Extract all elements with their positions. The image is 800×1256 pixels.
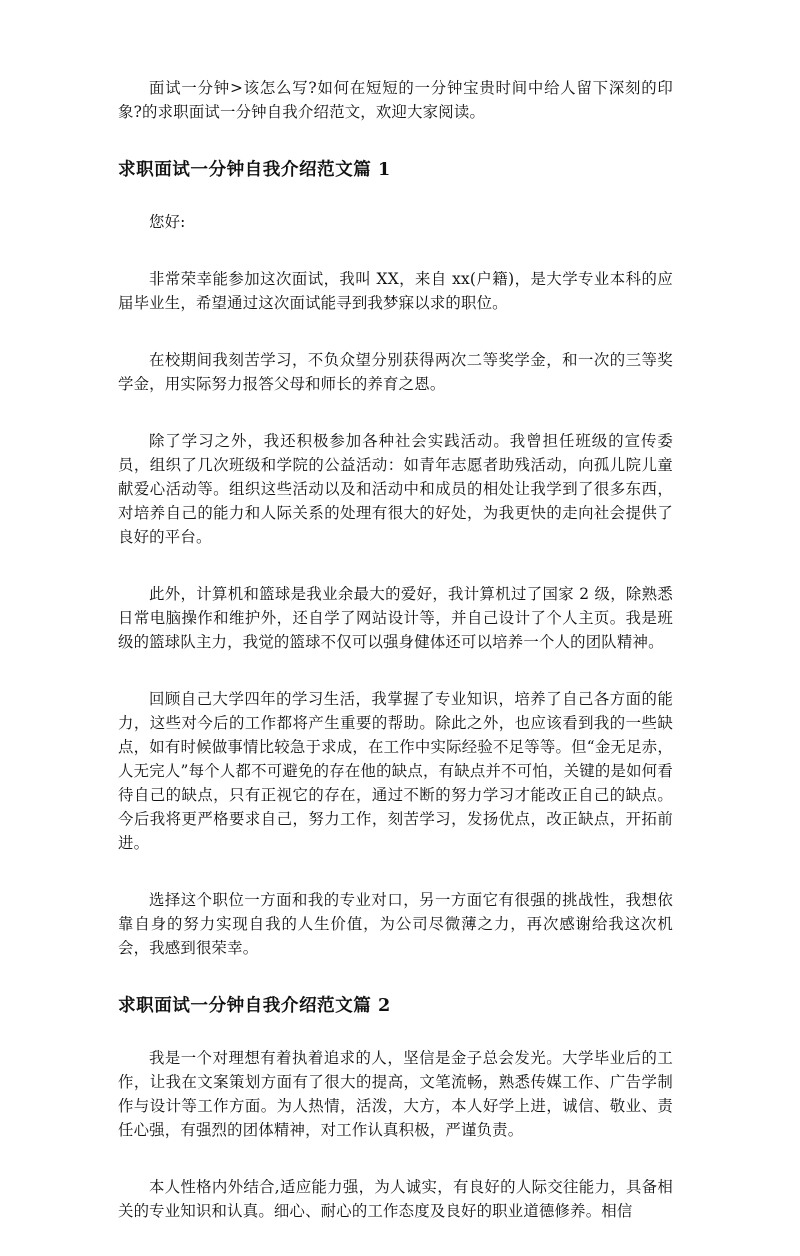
- section-2-heading: 求职面试一分钟自我介绍范文篇 2: [118, 995, 391, 1016]
- body-paragraph: 在校期间我刻苦学习，不负众望分别获得两次二等奖学金，和一次的三等奖学金，用实际努力报答父母和师长的养育之恩。: [118, 351, 673, 393]
- section-1-heading: 求职面试一分钟自我介绍范文篇 1: [118, 159, 391, 180]
- section-1: [118, 157, 673, 960]
- body-paragraph: 本人性格内外结合,适应能力强，为人诚实，有良好的人际交往能力，具备相关的专业知识和认真。细心、耐心的工作态度及良好的职业道德修养。相信: [118, 1178, 673, 1220]
- intro-paragraph: 面试一分钟>该怎么写?如何在短短的一分钟宝贵时间中给人留下深刻的印象?的求职面试一分钟自我介绍范文，欢迎大家阅读。: [118, 79, 673, 121]
- section-2: [118, 993, 673, 1223]
- body-paragraph: 选择这个职位一方面和我的专业对口，另一方面它有很强的挑战性，我想依靠自身的努力实现自我的人生价值，为公司尽微薄之力，再次感谢给我这次机会，我感到很荣幸。: [118, 891, 673, 957]
- body-paragraph: 回顾自己大学四年的学习生活，我掌握了专业知识，培养了自己各方面的能力，这些对今后的工作都将产生重要的帮助。除此之外，也应该看到我的一些缺点，如有时候做事情比较急于求成，在工作中实际经验不足等等。但“金无足赤，人无完人”每个人都不可避免的存在他的缺点，有缺点并不可怕，关键的是如何看待自己的缺点，只有正视它的存在，通过不断的努力学习才能改正自己的缺点。今后我将更严格要求自己，努力工作，刻苦学习，发扬优点，改正缺点，开拓前进。: [118, 690, 673, 852]
- body-paragraph: 此外，计算机和篮球是我业余最大的爱好，我计算机过了国家 2 级，除熟悉日常电脑操作和维护外，还自学了网站设计等，并自己设计了个人主页。我是班级的篮球队主力，我觉的篮球不仅可以强身健体还可以培养一个人的团队精神。: [118, 585, 673, 651]
- body-paragraph: 我是一个对理想有着执着追求的人，坚信是金子总会发光。大学毕业后的工作，让我在文案策划方面有了很大的提高，文笔流畅，熟悉传媒工作、广告学制作与设计等工作方面。为人热情，活泼，大方，本人好学上进，诚信、敬业、责任心强，有强烈的团体精神，对工作认真积极，严谨负责。: [118, 1049, 673, 1139]
- body-paragraph: 非常荣幸能参加这次面试，我叫 XX，来自 xx(户籍)，是大学专业本科的应届毕业生，希望通过这次面试能寻到我梦寐以求的职位。: [118, 270, 673, 312]
- body-paragraph: 除了学习之外，我还积极参加各种社会实践活动。我曾担任班级的宣传委员，组织了几次班级和学院的公益活动：如青年志愿者助残活动，向孤儿院儿童献爱心活动等。组织这些活动以及和活动中和成员的相处让我学到了很多东西，对培养自己的能力和人际关系的处理有很大的好处，为我更快的走向社会提供了良好的平台。: [118, 432, 673, 546]
- greeting-paragraph: 您好:: [149, 213, 186, 231]
- document-body: [118, 76, 673, 1256]
